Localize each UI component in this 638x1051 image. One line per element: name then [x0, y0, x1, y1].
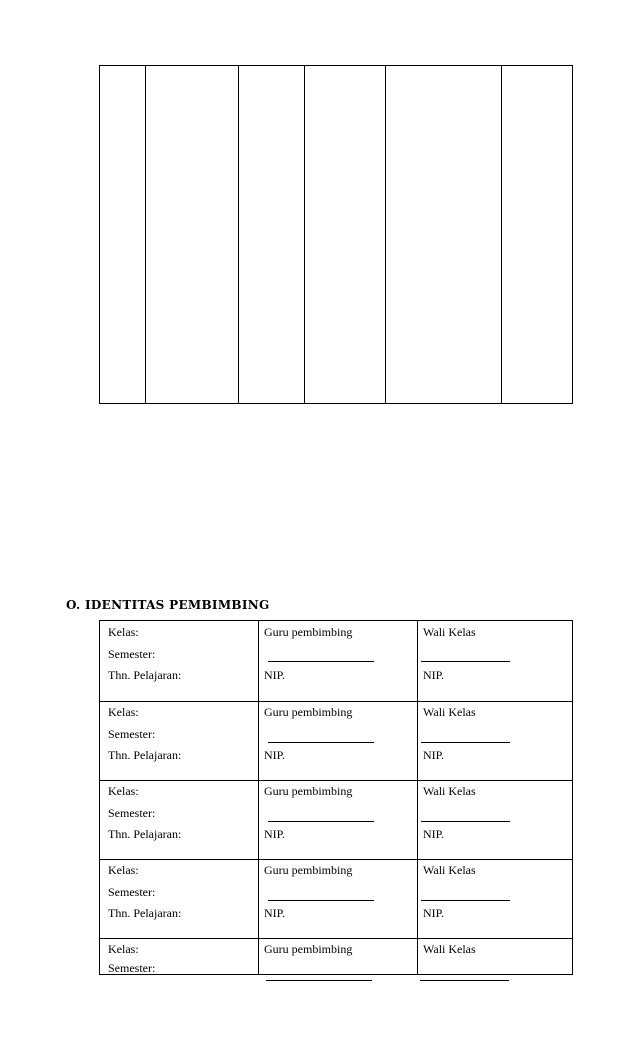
signature-line: [268, 900, 374, 901]
kelas-label: Kelas:: [108, 705, 139, 719]
wali-nip: NIP.: [423, 827, 445, 841]
kelas-label: Kelas:: [108, 625, 139, 639]
table-column-divider: [385, 66, 386, 403]
tahun-label: Thn. Pelajaran:: [108, 668, 182, 682]
semester-label: Semester:: [108, 885, 156, 899]
semester-label: Semester:: [108, 806, 156, 820]
wali-label: Wali Kelas: [423, 784, 476, 798]
kelas-label: Kelas:: [108, 863, 139, 877]
table-row: [100, 938, 572, 974]
guru-cell: [258, 621, 418, 701]
guru-label: Guru pembimbing: [264, 625, 353, 639]
table-row: [100, 621, 572, 701]
class-info-cell: [100, 621, 258, 701]
guru-nip: NIP.: [264, 748, 286, 762]
signature-line: [268, 661, 374, 662]
guru-label: Guru pembimbing: [264, 705, 353, 719]
section-heading: [66, 598, 270, 612]
signature-line: [266, 980, 372, 981]
wali-nip: NIP.: [423, 748, 445, 762]
signature-line: [421, 900, 510, 901]
signature-line: [421, 661, 510, 662]
wali-label: Wali Kelas: [423, 863, 476, 877]
table-column-divider: [238, 66, 239, 403]
guru-nip: NIP.: [264, 906, 286, 920]
wali-cell: [417, 939, 573, 974]
semester-label: Semester:: [108, 647, 156, 661]
section-number: O.: [66, 598, 81, 612]
class-info-cell: [100, 860, 258, 938]
guru-label: Guru pembimbing: [264, 863, 353, 877]
tahun-label: Thn. Pelajaran:: [108, 748, 182, 762]
guru-cell: [258, 702, 418, 780]
guru-cell: [258, 939, 418, 974]
wali-label: Wali Kelas: [423, 625, 476, 639]
semester-label: Semester:: [108, 727, 156, 741]
signature-line: [421, 742, 510, 743]
kelas-label: Kelas:: [108, 942, 139, 956]
table-column-divider: [145, 66, 146, 403]
guru-cell: [258, 860, 418, 938]
tahun-label: Thn. Pelajaran:: [108, 906, 182, 920]
wali-nip: NIP.: [423, 906, 445, 920]
empty-log-table: [99, 65, 573, 404]
table-row: [100, 780, 572, 859]
tahun-label: Thn. Pelajaran:: [108, 827, 182, 841]
table-column-divider: [304, 66, 305, 403]
guru-nip: NIP.: [264, 827, 286, 841]
signature-line: [268, 742, 374, 743]
guru-cell: [258, 781, 418, 859]
class-info-cell: [100, 939, 258, 974]
table-column-divider: [501, 66, 502, 403]
wali-cell: [417, 702, 573, 780]
wali-label: Wali Kelas: [423, 705, 476, 719]
wali-label: Wali Kelas: [423, 942, 476, 956]
kelas-label: Kelas:: [108, 784, 139, 798]
signature-line: [420, 980, 509, 981]
wali-cell: [417, 860, 573, 938]
guru-label: Guru pembimbing: [264, 784, 353, 798]
guru-nip: NIP.: [264, 668, 286, 682]
class-info-cell: [100, 702, 258, 780]
identity-table: [99, 620, 573, 975]
class-info-cell: [100, 781, 258, 859]
table-row: [100, 859, 572, 938]
signature-line: [268, 821, 374, 822]
guru-label: Guru pembimbing: [264, 942, 353, 956]
semester-label: Semester:: [108, 961, 156, 975]
signature-line: [421, 821, 510, 822]
section-title: IDENTITAS PEMBIMBING: [85, 598, 270, 612]
table-row: [100, 701, 572, 780]
wali-cell: [417, 621, 573, 701]
wali-nip: NIP.: [423, 668, 445, 682]
wali-cell: [417, 781, 573, 859]
